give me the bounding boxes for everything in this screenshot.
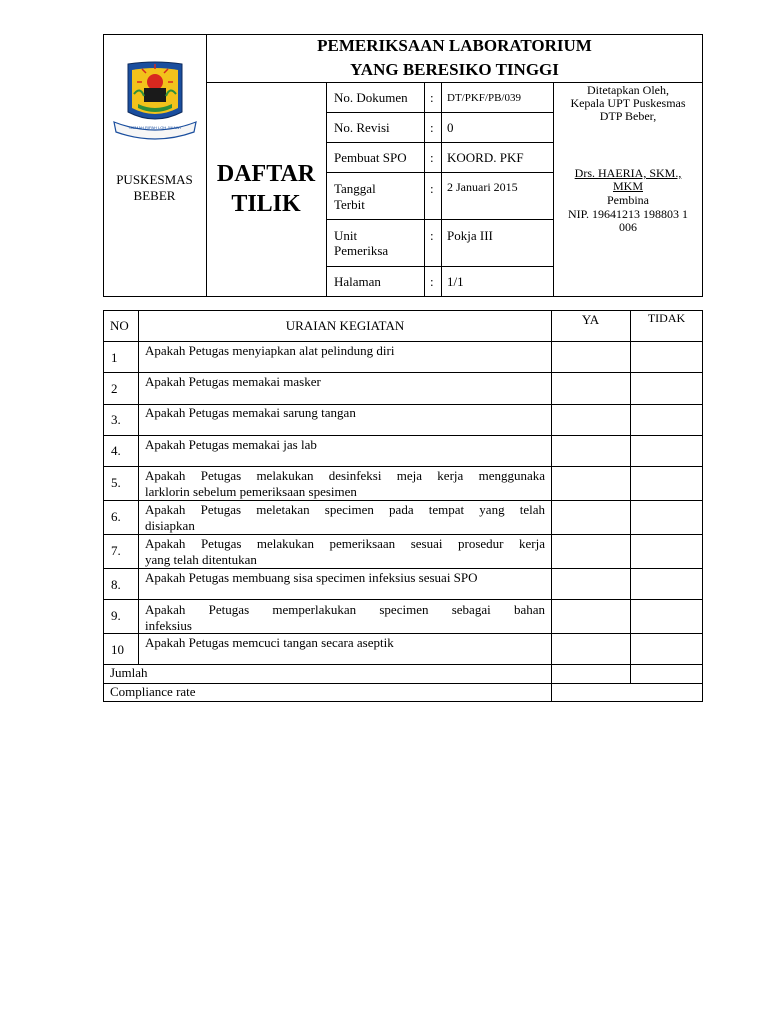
- row-text-cont: infeksius: [145, 618, 192, 633]
- row-text-cont: yang telah ditentukan: [145, 552, 257, 567]
- approval-line3: DTP Beber,: [599, 109, 657, 123]
- field-label-unit-pemeriksa-1: Unit: [334, 228, 358, 243]
- row-text: Apakah Petugas memakai jas lab: [145, 437, 317, 452]
- field-sep: :: [430, 120, 434, 135]
- row-text: Apakah Petugas memakai masker: [145, 374, 321, 389]
- compliance-rate-label: Compliance rate: [110, 684, 196, 699]
- row-text: Apakah Petugas membuang sisa specimen infeksius sesuai SPO: [145, 570, 478, 585]
- row-text: Apakah Petugas melakukan desinfeksi meja kerja menggunaka: [145, 468, 545, 483]
- row-no: 1: [111, 350, 118, 365]
- approval-position: Pembina: [607, 193, 649, 207]
- approval-name-line1: Drs. HAERIA, SKM.,: [574, 166, 682, 180]
- org-name-line2: BEBER: [133, 188, 176, 203]
- row-no: 7.: [111, 543, 121, 558]
- jumlah-label: Jumlah: [110, 665, 148, 680]
- row-text: Apakah Petugas memakai sarung tangan: [145, 405, 356, 420]
- field-label-no-dokumen: No. Dokumen: [334, 90, 408, 105]
- field-label-unit-pemeriksa-2: Pemeriksa: [334, 243, 389, 258]
- row-no: 10: [111, 642, 124, 657]
- field-sep: :: [430, 228, 434, 243]
- approval-nip-line1: NIP. 19641213 198803 1: [567, 207, 688, 221]
- field-value-tanggal-terbit: 2 Januari 2015: [447, 180, 518, 194]
- approval-line1: Ditetapkan Oleh,: [587, 83, 669, 97]
- field-sep: :: [430, 274, 434, 289]
- field-label-no-revisi: No. Revisi: [334, 120, 390, 135]
- field-label-tanggal-terbit-2: Terbit: [334, 197, 365, 212]
- field-value-unit-pemeriksa: Pokja III: [447, 228, 493, 243]
- org-name-line1: PUSKESMAS: [116, 172, 193, 187]
- row-text: Apakah Petugas meletakan specimen pada tempat yang telah: [145, 502, 545, 517]
- row-no: 6.: [111, 509, 121, 524]
- row-no: 5.: [111, 475, 121, 490]
- field-sep: :: [430, 150, 434, 165]
- col-header-no: NO: [110, 318, 129, 333]
- row-text: Apakah Petugas memcuci tangan secara aseptik: [145, 635, 394, 650]
- field-sep: :: [430, 90, 434, 105]
- field-value-no-revisi: 0: [447, 120, 454, 135]
- field-value-no-dokumen: DT/PKF/PB/039: [447, 92, 521, 104]
- col-header-uraian: URAIAN KEGIATAN: [285, 318, 405, 333]
- field-label-halaman: Halaman: [334, 274, 381, 289]
- approval-name-line2: MKM: [612, 179, 643, 193]
- row-no: 2: [111, 381, 118, 396]
- doc-type-line1: DAFTAR: [216, 161, 316, 187]
- field-label-tanggal-terbit-1: Tanggal: [334, 181, 376, 196]
- col-header-ya: YA: [581, 312, 600, 327]
- row-no: 4.: [111, 443, 121, 458]
- doc-title-line2: YANG BERESIKO TINGGI: [350, 60, 559, 79]
- row-text: Apakah Petugas melakukan pemeriksaan sesuai prosedur kerja: [145, 536, 545, 551]
- puskesmas-logo: [110, 60, 200, 142]
- doc-type-line2: TILIK: [231, 191, 301, 217]
- row-no: 3.: [111, 412, 121, 427]
- field-sep: :: [430, 181, 434, 196]
- field-value-halaman: 1/1: [447, 274, 464, 289]
- row-text: Apakah Petugas memperlakukan specimen sebagai bahan: [145, 602, 545, 617]
- approval-nip-line2: 006: [619, 220, 637, 234]
- col-header-tidak: TIDAK: [647, 311, 686, 325]
- approval-line2: Kepala UPT Puskesmas: [570, 96, 686, 110]
- row-no: 8.: [111, 577, 121, 592]
- row-text-cont: disiapkan: [145, 518, 195, 533]
- row-no: 9.: [111, 608, 121, 623]
- doc-title-line1: PEMERIKSAAN LABORATORIUM: [317, 36, 592, 55]
- field-label-pembuat-spo: Pembuat SPO: [334, 150, 407, 165]
- field-value-pembuat-spo: KOORD. PKF: [447, 150, 524, 165]
- row-text-cont: larklorin sebelum pemeriksaan spesimen: [145, 484, 357, 499]
- logo-motto: GEMAH RIPAH LOH JINAWI: [129, 125, 181, 130]
- row-text: Apakah Petugas menyiapkan alat pelindung diri: [145, 343, 395, 358]
